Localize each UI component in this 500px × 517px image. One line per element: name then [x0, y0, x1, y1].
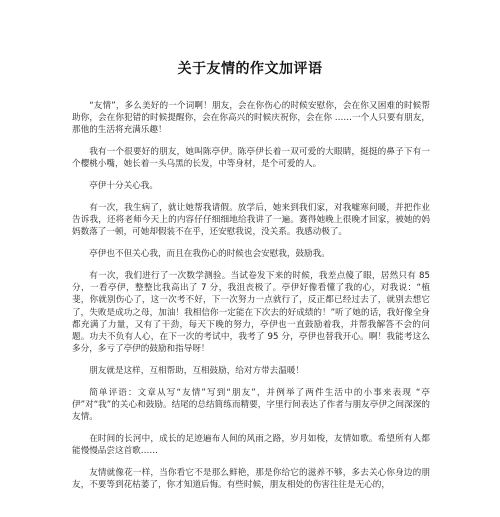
paragraph-exam-story: 有一次，我们进行了一次数学测验。当试卷发下来的时候，我差点傻了眼，居然只有 85 分，一看亭伊，整整比我高出了 7 分，我沮丧极了。亭伊好像看懂了我的心，对我说：“植斐，你就别伤心了，这一次考不好，下一次努力一点就行了，反正都已经过去了，就别去想它了，失败是成功之母，加油！我相信你一定能在下次去的好成绩的！”听了她的话，我好像全身都充满了力量，又有了干劲，每天下晚的努力，亭伊也一直鼓励着我，并帮我解答不会的问题。功夫不负有人心，在下一次的考试中，我考了 95 分，亭伊也替我开心。啊！我能考这么多分，多亏了亭伊的鼓励和指导呀！	[72, 271, 430, 355]
paragraph-time-river: 在时间的长河中，成长的足迹遍布人间的风雨之路，岁月如梭，友情如歌。希望所有人都能慢慢品尝这首歌……	[72, 434, 430, 457]
paragraph-comment: 简单评语：文章从写“友情”写到“朋友”，并例举了两件生活中的小事来表现 “亭伊”对“我”的关心和鼓励。结尾的总结简练而精要，字里行间表达了作者与朋友亭伊之间深深的友情。	[72, 387, 430, 423]
paragraph-friend-description: 我有一个很要好的朋友，她叫陈亭伊。陈亭伊长着一双可爱的大眼睛，挺挺的鼻子下有一个樱桃小嘴，她长着一头乌黑的长发，中等身材，是个可爱的人。	[72, 147, 430, 170]
paragraph-conclusion: 朋友就是这样，互相帮助，互相鼓励，给对方带去温暖！	[89, 366, 305, 377]
paragraph-friendship-flower: 友情就像花一样，当你看它不是那么鲜艳，那是你给它的滋养不够，多去关心你身边的朋友，不要等到花枯萎了，你才知道后悔。有些时候，朋友相处的伤害往往是无心的，	[72, 468, 430, 491]
document-body	[72, 100, 430, 501]
paragraph-sick-story: 有一次，我生病了，就让她帮我请假。放学后，她来到我们家，对我嘘寒问暖，并把作业告诉我，还将老师今天上的内容仔仔细细地给我讲了一遍。赛得她晚上很晚才回家，被她的妈妈数落了一顿，可她却假装不在乎，还安慰我说，没关系。我感动极了。	[72, 203, 430, 238]
document-title: 关于友情的作文加评语	[177, 61, 323, 77]
paragraph-care-summary: 亭伊十分关心我。	[89, 181, 158, 192]
paragraph-intro: “友情”，多么美好的一个词啊！朋友，会在你伤心的时候安慰你，会在你又困难的时候帮助你，会在你犯错的时候提醒你，会在你高兴的时候庆祝你，会在你 ……一个人只要有朋友，那他的生活将充满乐趣！	[72, 101, 430, 136]
paragraph-comfort-summary: 亭伊也不但关心我，而且在我伤心的时候也会安慰我，鼓励我。	[89, 249, 330, 260]
